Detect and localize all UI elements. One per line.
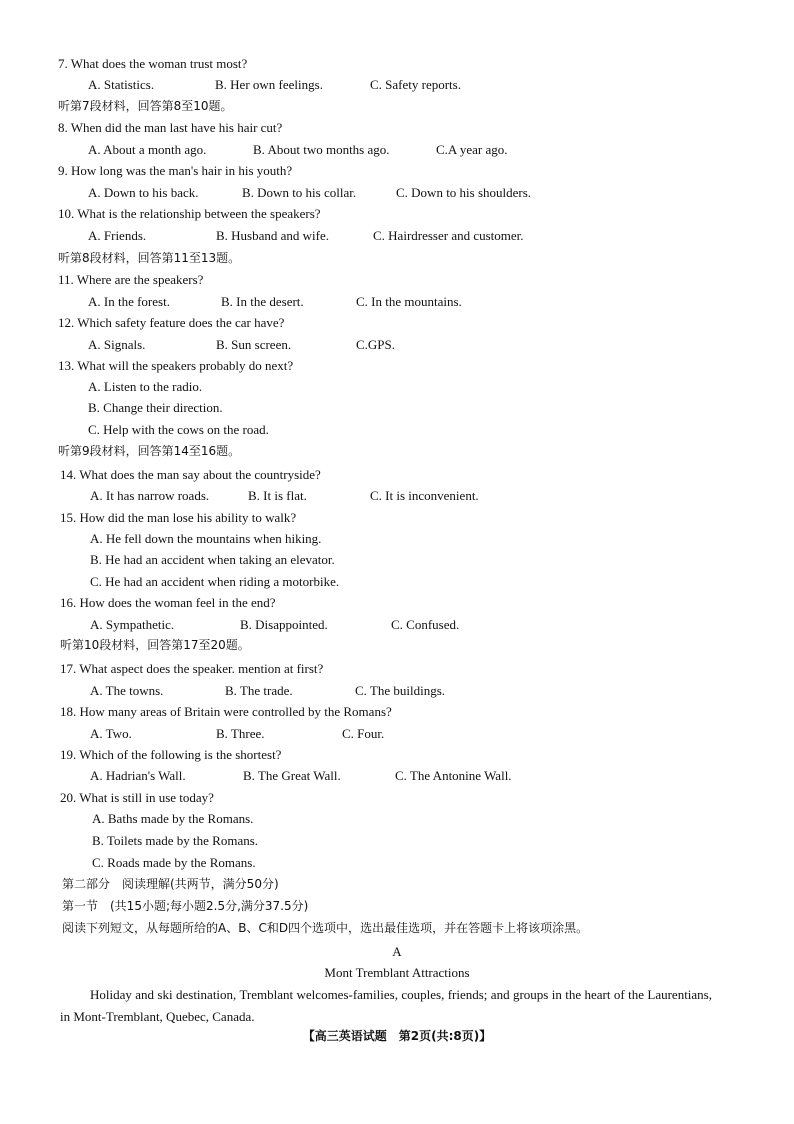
option-13a: A. Listen to the radio. bbox=[88, 379, 203, 394]
page-footer: 【高三英语试题 第2页(共:8页)】 bbox=[302, 1029, 492, 1043]
option-11a: A. In the forest. bbox=[88, 294, 170, 309]
question-11: 11. Where are the speakers? bbox=[58, 272, 204, 287]
option-15c: C. He had an accident when riding a motorbike. bbox=[90, 574, 340, 589]
option-10c: C. Hairdresser and customer. bbox=[373, 228, 524, 243]
question-19: 19. Which of the following is the shortest? bbox=[60, 747, 282, 762]
option-11c: C. In the mountains. bbox=[356, 294, 462, 309]
section-header-10: 听第10段材料，回答第17至20题。 bbox=[60, 638, 250, 652]
option-20c: C. Roads made by the Romans. bbox=[92, 855, 256, 870]
option-18b: B. Three. bbox=[216, 726, 265, 741]
option-12c: C.GPS. bbox=[356, 337, 396, 352]
question-12: 12. Which safety feature does the car have? bbox=[58, 315, 285, 330]
option-18c: C. Four. bbox=[342, 726, 385, 741]
option-16b: B. Disappointed. bbox=[240, 617, 328, 632]
option-14c: C. It is inconvenient. bbox=[370, 488, 479, 503]
option-8c: C.A year ago. bbox=[436, 142, 508, 157]
section-header-8: 听第8段材料，回答第11至13题。 bbox=[58, 251, 241, 265]
question-8: 8. When did the man last have his hair cut? bbox=[58, 120, 283, 135]
option-10b: B. Husband and wife. bbox=[216, 228, 330, 243]
question-20: 20. What is still in use today? bbox=[60, 790, 214, 805]
question-15: 15. How did the man lose his ability to walk? bbox=[60, 510, 297, 525]
passage-label: A bbox=[392, 944, 402, 959]
option-8a: A. About a month ago. bbox=[88, 142, 207, 157]
part2-section1: 第一节 (共15小题;每小题2.5分,满分37.5分) bbox=[62, 899, 309, 913]
option-9a: A. Down to his back. bbox=[88, 185, 199, 200]
option-11b: B. In the desert. bbox=[221, 294, 304, 309]
option-15b: B. He had an accident when taking an elevator. bbox=[90, 552, 335, 567]
option-7c: C. Safety reports. bbox=[370, 77, 461, 92]
question-13: 13. What will the speakers probably do next? bbox=[58, 358, 294, 373]
option-17a: A. The towns. bbox=[90, 683, 164, 698]
question-10: 10. What is the relationship between the speakers? bbox=[58, 206, 321, 221]
option-13c: C. Help with the cows on the road. bbox=[88, 422, 269, 437]
question-16: 16. How does the woman feel in the end? bbox=[60, 595, 276, 610]
question-14: 14. What does the man say about the countryside? bbox=[60, 467, 321, 482]
option-14b: B. It is flat. bbox=[248, 488, 307, 503]
option-9b: B. Down to his collar. bbox=[242, 185, 357, 200]
question-7: 7. What does the woman trust most? bbox=[58, 56, 248, 71]
option-13b: B. Change their direction. bbox=[88, 400, 223, 415]
option-12b: B. Sun screen. bbox=[216, 337, 292, 352]
option-19a: A. Hadrian's Wall. bbox=[90, 768, 186, 783]
option-17c: C. The buildings. bbox=[355, 683, 446, 698]
option-12a: A. Signals. bbox=[88, 337, 146, 352]
option-10a: A. Friends. bbox=[88, 228, 147, 243]
option-20b: B. Toilets made by the Romans. bbox=[92, 833, 259, 848]
question-9: 9. How long was the man's hair in his youth? bbox=[58, 163, 293, 178]
option-7a: A. Statistics. bbox=[88, 77, 155, 92]
passage-text: Holiday and ski destination, Tremblant welcomes-families, couples, friends; and groups in the heart of the Laurentians, in Mont-Tremblant, Quebec, Canada. bbox=[60, 987, 712, 1024]
option-16a: A. Sympathetic. bbox=[90, 617, 175, 632]
question-18: 18. How many areas of Britain were controlled by the Romans? bbox=[60, 704, 392, 719]
option-20a: A. Baths made by the Romans. bbox=[92, 811, 254, 826]
option-15a: A. He fell down the mountains when hiking. bbox=[90, 531, 322, 546]
option-14a: A. It has narrow roads. bbox=[90, 488, 210, 503]
part2-title: 第二部分 阅读理解(共两节，满分50分) bbox=[62, 877, 279, 891]
option-19b: B. The Great Wall. bbox=[243, 768, 341, 783]
section-header-7: 听第7段材料，回答第8至10题。 bbox=[58, 99, 233, 113]
option-7b: B. Her own feelings. bbox=[215, 77, 323, 92]
question-17: 17. What aspect does the speaker. mention at first? bbox=[60, 661, 324, 676]
option-8b: B. About two months ago. bbox=[253, 142, 390, 157]
option-18a: A. Two. bbox=[90, 726, 132, 741]
section-header-9: 听第9段材料，回答第14至16题。 bbox=[58, 444, 241, 458]
option-17b: B. The trade. bbox=[225, 683, 293, 698]
part2-instruction: 阅读下列短文，从每题所给的A、B、C和D四个选项中，选出最佳选项，并在答题卡上将该项涂黑。 bbox=[62, 921, 589, 935]
option-19c: C. The Antonine Wall. bbox=[395, 768, 512, 783]
option-9c: C. Down to his shoulders. bbox=[396, 185, 532, 200]
option-16c: C. Confused. bbox=[391, 617, 460, 632]
passage-title: Mont Tremblant Attractions bbox=[324, 965, 470, 980]
